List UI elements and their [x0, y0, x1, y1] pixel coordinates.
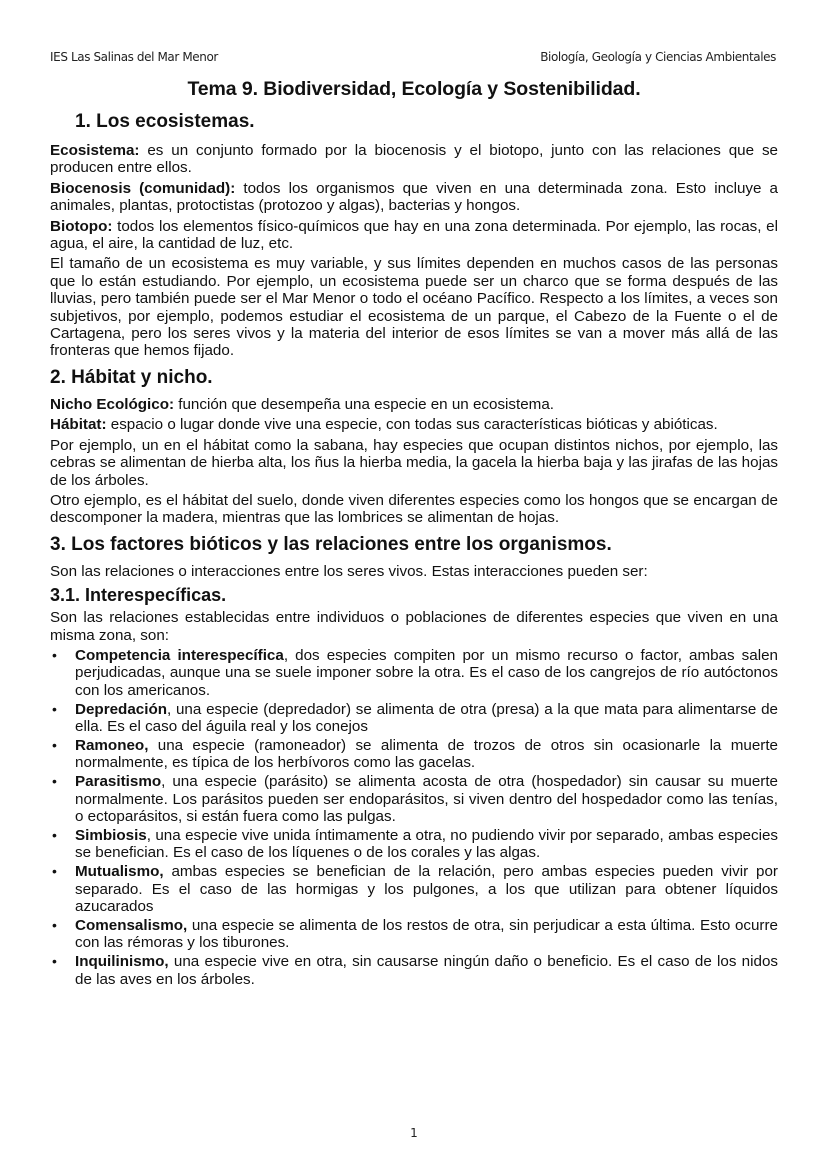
- bullet-icon: •: [52, 827, 57, 843]
- term: Ecosistema:: [50, 142, 140, 159]
- subsection-heading-interspecific: 3.1. Interespecíficas.: [50, 585, 227, 606]
- paragraph-relations-intro: Son las relaciones o interacciones entre los seres vivos. Estas interacciones pueden ser:: [50, 562, 648, 580]
- list-item: • Comensalismo, una especie se alimenta de los restos de otra, sin perjudicar a esta última. Esto ocurre con las rémoras y los tiburones.: [52, 917, 778, 952]
- paragraph-nicho: Nicho Ecológico: función que desempeña una especie en un ecosistema.: [50, 395, 554, 413]
- paragraph-habitat: Hábitat: espacio o lugar donde vive una especie, con todas sus características bióticas y abióticas.: [50, 416, 718, 434]
- section-heading-ecosystems: 1. Los ecosistemas.: [75, 111, 255, 132]
- paragraph-biotopo: Biotopo: todos los elementos físico-químicos que hay en una zona determinada. Por ejemplo, las rocas, el agua, el aire, la cantidad de luz, etc.: [50, 217, 778, 253]
- bullet-icon: •: [52, 736, 57, 753]
- paragraph-interspecific-intro: Son las relaciones establecidas entre individuos o poblaciones de diferentes especies que viven en una misma zona, son:: [50, 609, 778, 644]
- paragraph-suelo-example: Otro ejemplo, es el hábitat del suelo, donde viven diferentes especies como los hongos que se encargan de descomponer la madera, mientras que las lombrices se alimentan de hojas.: [50, 491, 778, 527]
- bullet-icon: •: [52, 953, 57, 970]
- section-heading-habitat: 2. Hábitat y nicho.: [50, 366, 213, 388]
- list-item: • Ramoneo, una especie (ramoneador) se alimenta de trozos de otros sin ocasionarle la muerte normalmente, es típica de los herbívoros como las gacelas.: [52, 736, 778, 772]
- list-item: • Simbiosis, una especie vive unida íntimamente a otra, no pudiendo vivir por separado, ambas especies se benefician. Es el caso de los líquenes o de los corales y las algas.: [52, 827, 778, 862]
- list-item: • Competencia interespecífica, dos especies compiten por un mismo recurso o factor, ambas salen perjudicadas, aunque una se suele imponer sobre la otra. Es el caso de los cangrejos de río autóctonos con los americanos.: [52, 646, 778, 699]
- section-heading-biotic-factors: 3. Los factores bióticos y las relaciones entre los organismos.: [50, 533, 612, 555]
- paragraph-ecosistema: Ecosistema: es un conjunto formado por la biocenosis y el biotopo, junto con las relaciones que se producen entre ellos.: [50, 142, 778, 177]
- list-item: • Inquilinismo, una especie vive en otra, sin causarse ningún daño o beneficio. Es el caso de los nidos de las aves en los árboles.: [52, 953, 778, 988]
- bullet-icon: •: [52, 773, 57, 790]
- term: Hábitat:: [50, 416, 107, 434]
- list-item: • Mutualismo, ambas especies se benefician de la relación, pero ambas especies pueden vivir por separado. Es el caso de las hormigas y los pulgones, a los que utilizan para obtener líquidos azucarados: [52, 863, 778, 916]
- bullet-icon: •: [52, 863, 57, 880]
- paragraph-biocenosis: Biocenosis (comunidad): todos los organismos que viven en una determinada zona. Esto incluye a animales, plantas, protoctistas (protozoo y algas), bacterias y hongos.: [50, 179, 778, 215]
- document-body: [50, 110, 778, 990]
- term: Biotopo:: [50, 217, 113, 235]
- term: Nicho Ecológico:: [50, 395, 175, 413]
- page-number: 1: [410, 1126, 418, 1140]
- paragraph-sabana-example: Por ejemplo, un en el hábitat como la sabana, hay especies que ocupan distintos nichos, por ejemplo, las cebras se alimentan de hierba alta, los ñus la hierba media, la gacela la hierba baja y las jirafas de las hojas de los árboles.: [50, 436, 778, 489]
- bullet-icon: •: [52, 700, 57, 717]
- document-title: Tema 9. Biodiversidad, Ecología y Sostenibilidad.: [187, 78, 641, 100]
- list-item: • Parasitismo, una especie (parásito) se alimenta acosta de otra (hospedador) sin causar su muerte normalmente. Los parásitos pueden ser endoparásitos, si viven dentro del hospedador como las tenías, o ectoparásitos, si están fuera como las pulgas.: [52, 773, 778, 826]
- bullet-icon: •: [52, 917, 57, 934]
- header-subject: Biología, Geología y Ciencias Ambientales: [540, 50, 776, 64]
- header-school: IES Las Salinas del Mar Menor: [50, 50, 218, 64]
- interspecific-relations-list: [50, 647, 778, 988]
- list-item: • Depredación, una especie (depredador) se alimenta de otra (presa) a la que mata para alimentarse de ella. Es el caso del águila real y los conejos: [52, 700, 778, 736]
- bullet-icon: •: [52, 646, 57, 663]
- paragraph-ecosystem-size: El tamaño de un ecosistema es muy variable, y sus límites dependen en muchos casos de las personas que lo están estudiando. Por ejemplo, un ecosistema puede ser un charco que se forma después de las lluvias, pero también puede ser el Mar Menor o todo el océano Pacífico. Respecto a los límites, a veces son subjetivos, por ejemplo, podemos estudiar el ecosistema de un parque, el Cabezo de la Fuente o el de Cartagena, pero los seres vivos y la materia del interior de esos límites se van a mover más allá de las fronteras que hemos fijado.: [50, 255, 778, 360]
- page-header: [50, 50, 776, 64]
- term: Biocenosis (comunidad):: [50, 179, 236, 197]
